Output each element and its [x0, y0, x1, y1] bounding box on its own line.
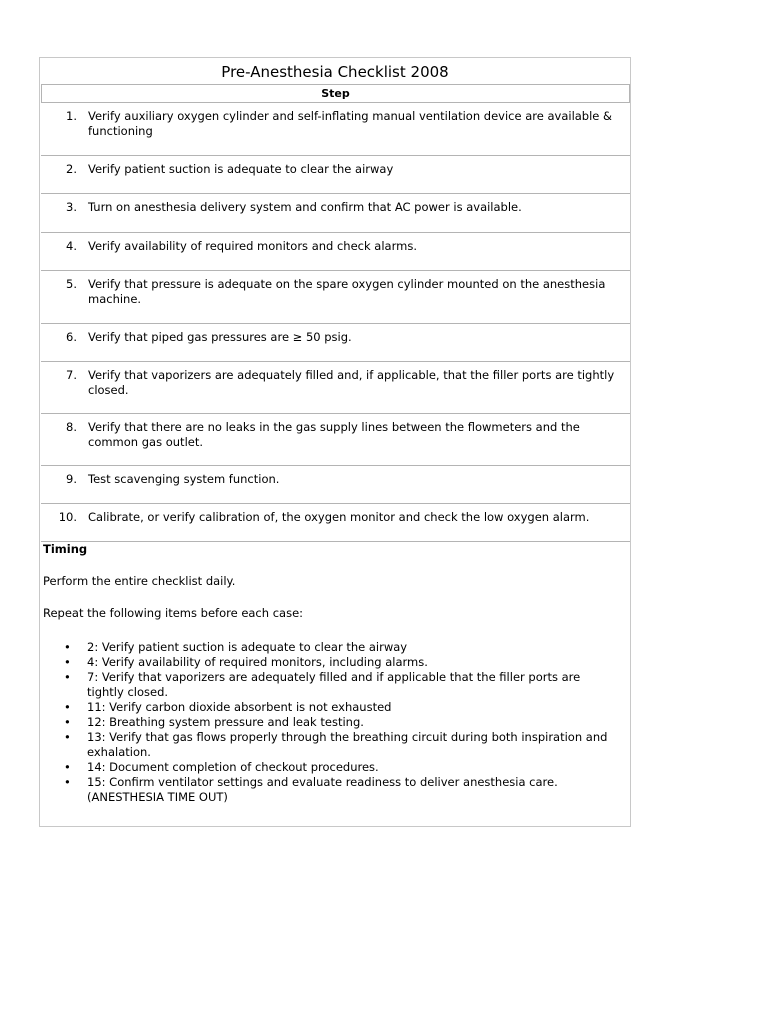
bullet-icon: • — [64, 700, 71, 714]
timing-repeat-intro: Repeat the following items before each case: — [43, 606, 304, 620]
list-item — [43, 655, 617, 670]
document-title: Pre-Anesthesia Checklist 2008 — [221, 63, 449, 81]
step-number: 8. — [66, 420, 77, 434]
list-item-text: 13: Verify that gas flows properly through the breathing circuit during both inspiration and exhalation. — [87, 730, 608, 759]
step-row — [41, 504, 630, 542]
step-number: 6. — [66, 330, 77, 344]
step-row — [41, 233, 630, 271]
list-item — [43, 760, 617, 775]
list-item — [43, 700, 617, 715]
step-text: Turn on anesthesia delivery system and confirm that AC power is available. — [88, 200, 522, 214]
step-number: 10. — [58, 510, 77, 524]
timing-section — [43, 542, 629, 805]
step-row — [41, 103, 630, 156]
step-number: 5. — [66, 277, 77, 291]
step-number: 3. — [66, 200, 77, 214]
timing-heading: Timing — [43, 542, 88, 556]
step-number: 7. — [66, 368, 77, 382]
step-number: 4. — [66, 239, 77, 253]
step-row — [41, 414, 630, 466]
step-row — [41, 362, 630, 414]
step-text: Verify that vaporizers are adequately filled and, if applicable, that the filler ports are tightly closed. — [88, 368, 615, 397]
step-number: 2. — [66, 162, 77, 176]
list-item — [43, 730, 617, 760]
step-row — [41, 324, 630, 362]
list-item-text: 2: Verify patient suction is adequate to clear the airway — [87, 640, 408, 654]
list-item — [43, 670, 617, 700]
step-row — [41, 466, 630, 504]
bullet-icon: • — [64, 640, 71, 654]
list-item-text: 4: Verify availability of required monitors, including alarms. — [87, 655, 428, 669]
step-text: Test scavenging system function. — [88, 472, 280, 486]
bullet-icon: • — [64, 730, 71, 744]
list-item-text: 11: Verify carbon dioxide absorbent is not exhausted — [87, 700, 392, 714]
list-item-text: 14: Document completion of checkout procedures. — [87, 760, 379, 774]
step-number: 9. — [66, 472, 77, 486]
timing-daily-note: Perform the entire checklist daily. — [43, 574, 236, 588]
step-column-header: Step — [41, 84, 630, 103]
step-text: Calibrate, or verify calibration of, the oxygen monitor and check the low oxygen alarm. — [88, 510, 590, 524]
step-row — [41, 156, 630, 194]
step-text: Verify that piped gas pressures are ≥ 50 psig. — [88, 330, 352, 344]
bullet-icon: • — [64, 760, 71, 774]
step-number: 1. — [66, 109, 77, 123]
list-item — [43, 715, 617, 730]
step-text: Verify patient suction is adequate to clear the airway — [88, 162, 394, 176]
step-text: Verify availability of required monitors and check alarms. — [88, 239, 417, 253]
list-item — [43, 640, 617, 655]
checklist-sheet — [39, 57, 631, 827]
bullet-icon: • — [64, 715, 71, 729]
list-item-text: 15: Confirm ventilator settings and evaluate readiness to deliver anesthesia care. (ANESTHESIA TIME OUT) — [87, 775, 558, 804]
step-row — [41, 194, 630, 233]
list-item-text: 12: Breathing system pressure and leak testing. — [87, 715, 364, 729]
list-item-text: 7: Verify that vaporizers are adequately filled and if applicable that the filler ports are tightly closed. — [87, 670, 581, 699]
bullet-icon: • — [64, 775, 71, 789]
step-text: Verify that there are no leaks in the gas supply lines between the flowmeters and the common gas outlet. — [88, 420, 580, 449]
step-row — [41, 271, 630, 324]
repeat-items-list — [43, 640, 629, 805]
bullet-icon: • — [64, 670, 71, 684]
list-item — [43, 775, 617, 805]
step-text: Verify that pressure is adequate on the spare oxygen cylinder mounted on the anesthesia machine. — [88, 277, 606, 306]
bullet-icon: • — [64, 655, 71, 669]
step-text: Verify auxiliary oxygen cylinder and self-inflating manual ventilation device are available & functioning — [88, 109, 613, 138]
